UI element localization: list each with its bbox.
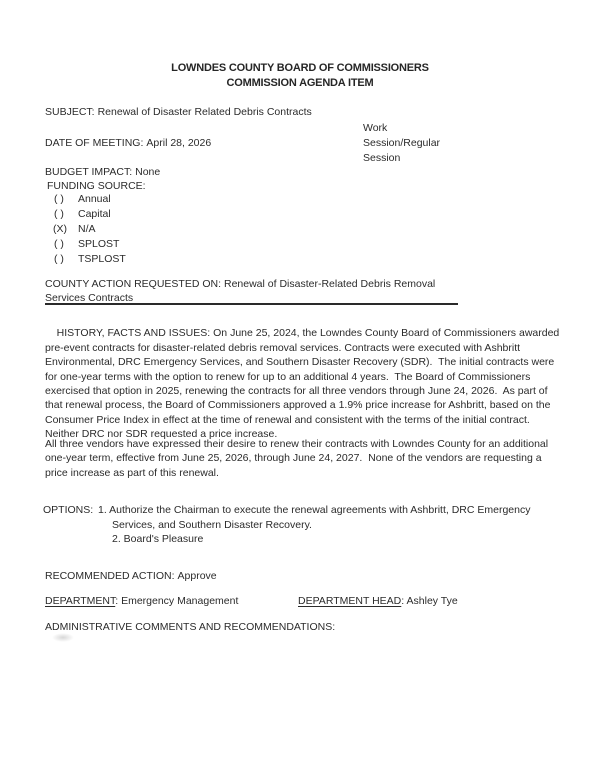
funding-option-capital: [54, 207, 111, 222]
county-action-value: Renewal of Disaster-Related Debris Removal Services Contracts: [45, 278, 436, 305]
option-item-1: 1. Authorize the Chairman to execute the renewal agreements with Ashbritt, DRC Emergency Services, and Southern Disaster Recovery.: [98, 504, 531, 531]
department-head-value: Ashley Tye: [406, 595, 458, 607]
option-item-2: 2. Board's Pleasure: [112, 533, 204, 545]
session-line-3: Session: [363, 151, 401, 164]
county-action-label: COUNTY ACTION REQUESTED ON:: [45, 278, 221, 290]
options-label: OPTIONS:: [43, 504, 94, 516]
funding-option-label: Capital: [78, 208, 111, 220]
department-field: [45, 594, 238, 609]
checkbox-mark-checked: (X): [53, 223, 67, 235]
document-title-line2: COMMISSION AGENDA ITEM: [226, 77, 374, 89]
funding-option-label: N/A: [78, 223, 96, 235]
renewal-paragraph: All three vendors have expressed their desire to renew their contracts with Lowndes County for an additional one-year term, effective from June 25, 2026, through June 24, 2027. None of the vendors are requesting a price increase as part of this renewal.: [45, 438, 552, 479]
colon-separator: :: [115, 595, 122, 607]
admin-comments-label: ADMINISTRATIVE COMMENTS AND RECOMMENDATIONS:: [45, 621, 336, 633]
budget-impact-label: BUDGET IMPACT:: [45, 166, 133, 178]
funding-option-annual: [54, 192, 111, 207]
department-label: DEPARTMENT: [45, 595, 116, 607]
scan-smudge-artifact: [52, 633, 74, 642]
history-text: On June 25, 2024, the Lowndes County Board of Commissioners awarded pre-event contracts for disaster-related debris removal services. Contracts were executed with Ashbritt Environmental, DRC Emergency Services, and Southern Disaster Recovery (SDR). The initial contracts were for one-year terms with the option to renew for up to an additional 4 years. The Board of Commissioners exercised that option in 2025, renewing the contracts for all three vendors through June 24, 2026. As part of that renewal process, the Board of Commissioners approved a 1.9% price increase for Ashbritt, based on the Consumer Price Index in effect at the time of renewal and consistent with the terms of the initial contract. Neither DRC nor SDR requested a price increase.: [45, 327, 563, 441]
subject-value: Renewal of Disaster Related Debris Contracts: [97, 106, 312, 118]
funding-source-label: FUNDING SOURCE:: [47, 180, 146, 192]
funding-option-tsplost: [54, 252, 126, 267]
checkbox-mark: ( ): [54, 253, 64, 265]
funding-option-label: Annual: [78, 193, 111, 205]
checkbox-mark: ( ): [54, 208, 64, 220]
checkbox-mark: ( ): [54, 193, 64, 205]
department-head-field: [298, 594, 458, 609]
subject-line: [45, 105, 312, 120]
recommended-action-value: Approve: [177, 570, 217, 582]
budget-impact-line: [45, 165, 160, 180]
subject-label: SUBJECT:: [45, 106, 95, 118]
checkbox-mark: ( ): [54, 238, 64, 250]
session-line-2: Session/Regular: [363, 136, 441, 149]
horizontal-rule: [45, 303, 458, 305]
history-paragraph: [45, 312, 564, 456]
recommended-action-line: [45, 569, 217, 584]
budget-impact-value: None: [135, 166, 161, 178]
meeting-session-type: [363, 121, 473, 165]
department-value: Emergency Management: [121, 595, 239, 607]
department-head-label: DEPARTMENT HEAD: [298, 595, 402, 607]
funding-option-label: TSPLOST: [78, 253, 126, 265]
session-line-1: Work: [363, 122, 388, 134]
county-action-line: [45, 277, 459, 306]
date-of-meeting-label: DATE OF MEETING:: [45, 137, 144, 149]
funding-option-splost: [54, 237, 119, 252]
funding-option-label: SPLOST: [78, 238, 120, 250]
document-title-line1: LOWNDES COUNTY BOARD OF COMMISSIONERS: [171, 62, 429, 74]
recommended-action-label: RECOMMENDED ACTION:: [45, 570, 175, 582]
date-of-meeting-value: April 28, 2026: [146, 137, 212, 149]
colon-separator: :: [401, 595, 407, 607]
options-list: [98, 503, 557, 547]
funding-option-na: [53, 222, 96, 237]
date-of-meeting-line: [45, 136, 211, 151]
history-label: HISTORY, FACTS AND ISSUES:: [56, 327, 211, 340]
